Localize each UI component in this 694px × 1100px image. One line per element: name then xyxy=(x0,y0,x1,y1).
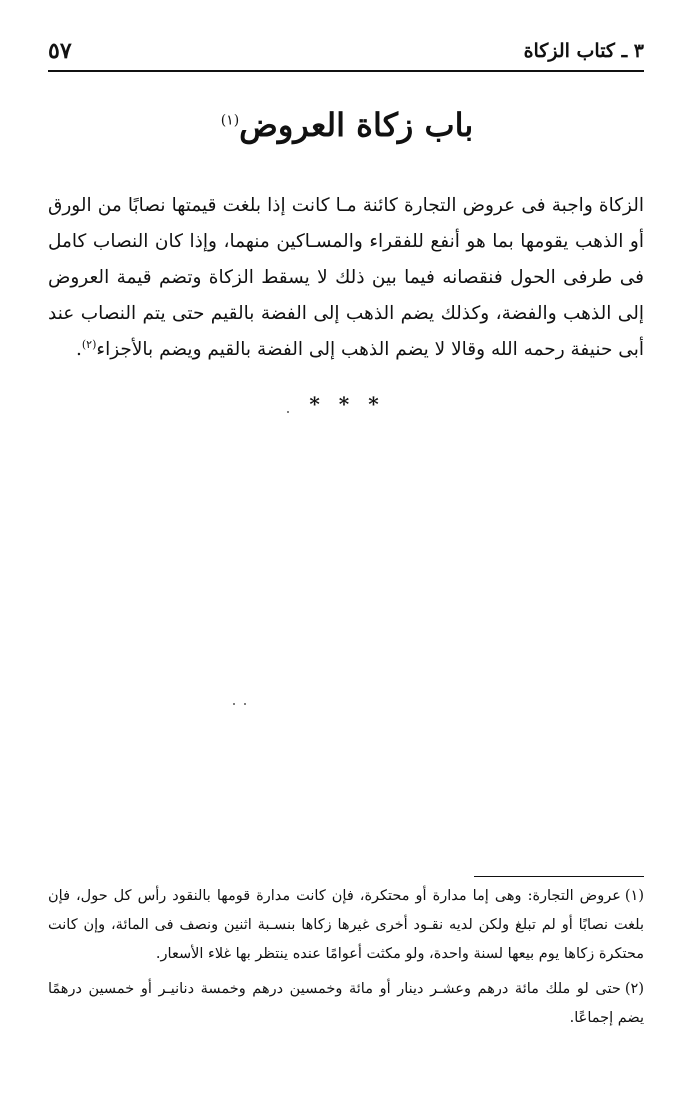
header-rule xyxy=(48,70,644,72)
section-divider: * * * xyxy=(309,392,385,416)
speck-mark xyxy=(233,703,235,705)
footnote-text: حتى لو ملك مائة درهم وعشـر دينار أو مائة وخمسين درهم وخمسة دنانيـر أو خمسين درهمًا يضم إجماعًا. xyxy=(48,981,644,1026)
footnote-1 xyxy=(48,882,644,969)
speck-mark xyxy=(287,411,289,413)
page-header xyxy=(48,34,644,70)
footnote-2 xyxy=(48,975,644,1033)
chapter-title-text: باب زكاة العروض xyxy=(239,106,474,144)
body-paragraph-text: الزكاة واجبة فى عروض التجارة كائنة مـا كانت إذا بلغت قيمتها نصابًا من الورق أو الذهب يقومها بما هو أنفع للفقراء والمسـاكين منهما، وإذا كان النصاب كامل فى طرفى الحول فنقصانه فيما بين ذلك لا يسقط الزكاة وتضم قيمة العروض إلى الذهب والفضة، وكذلك يضم الذهب إلى الفضة بالقيم حتى يتم النصاب عند أبى حنيفة رحمه الله وقالا لا يضم الذهب إلى الفضة بالقيم ويضم بالأجزاء xyxy=(48,195,644,360)
footnote-reference-1: (١) xyxy=(220,112,240,129)
running-head: ٣ ـ كتاب الزكاة xyxy=(523,40,644,62)
body-paragraph xyxy=(48,188,644,368)
body-text xyxy=(48,188,644,368)
footnote-text: عروض التجارة: وهى إما مدارة أو محتكرة، فإن كانت مدارة قومها بالنقود رأس كل حول، فإن بلغت نصابًا أو لم تبلغ ولكن لديه نقـود أخرى غيرها زكاها بنسـبة اثنين ونصف فى المائة، وإن كانت محتكرة زكاها يوم بيعها لسنة واحدة، ولو مكثت أعوامًا عنده ينتظر بها غلاء الأسعار. xyxy=(48,888,644,962)
footnotes xyxy=(48,882,644,1039)
footnote-reference-2: (٢) xyxy=(81,337,97,351)
footnote-marker: (١) xyxy=(624,888,644,904)
page-number: ٥٧ xyxy=(48,38,72,64)
speck-mark xyxy=(244,703,246,705)
chapter-title xyxy=(0,106,694,144)
footnote-marker: (٢) xyxy=(624,981,644,997)
body-paragraph-end: . xyxy=(75,339,82,360)
footnote-rule xyxy=(474,876,644,877)
